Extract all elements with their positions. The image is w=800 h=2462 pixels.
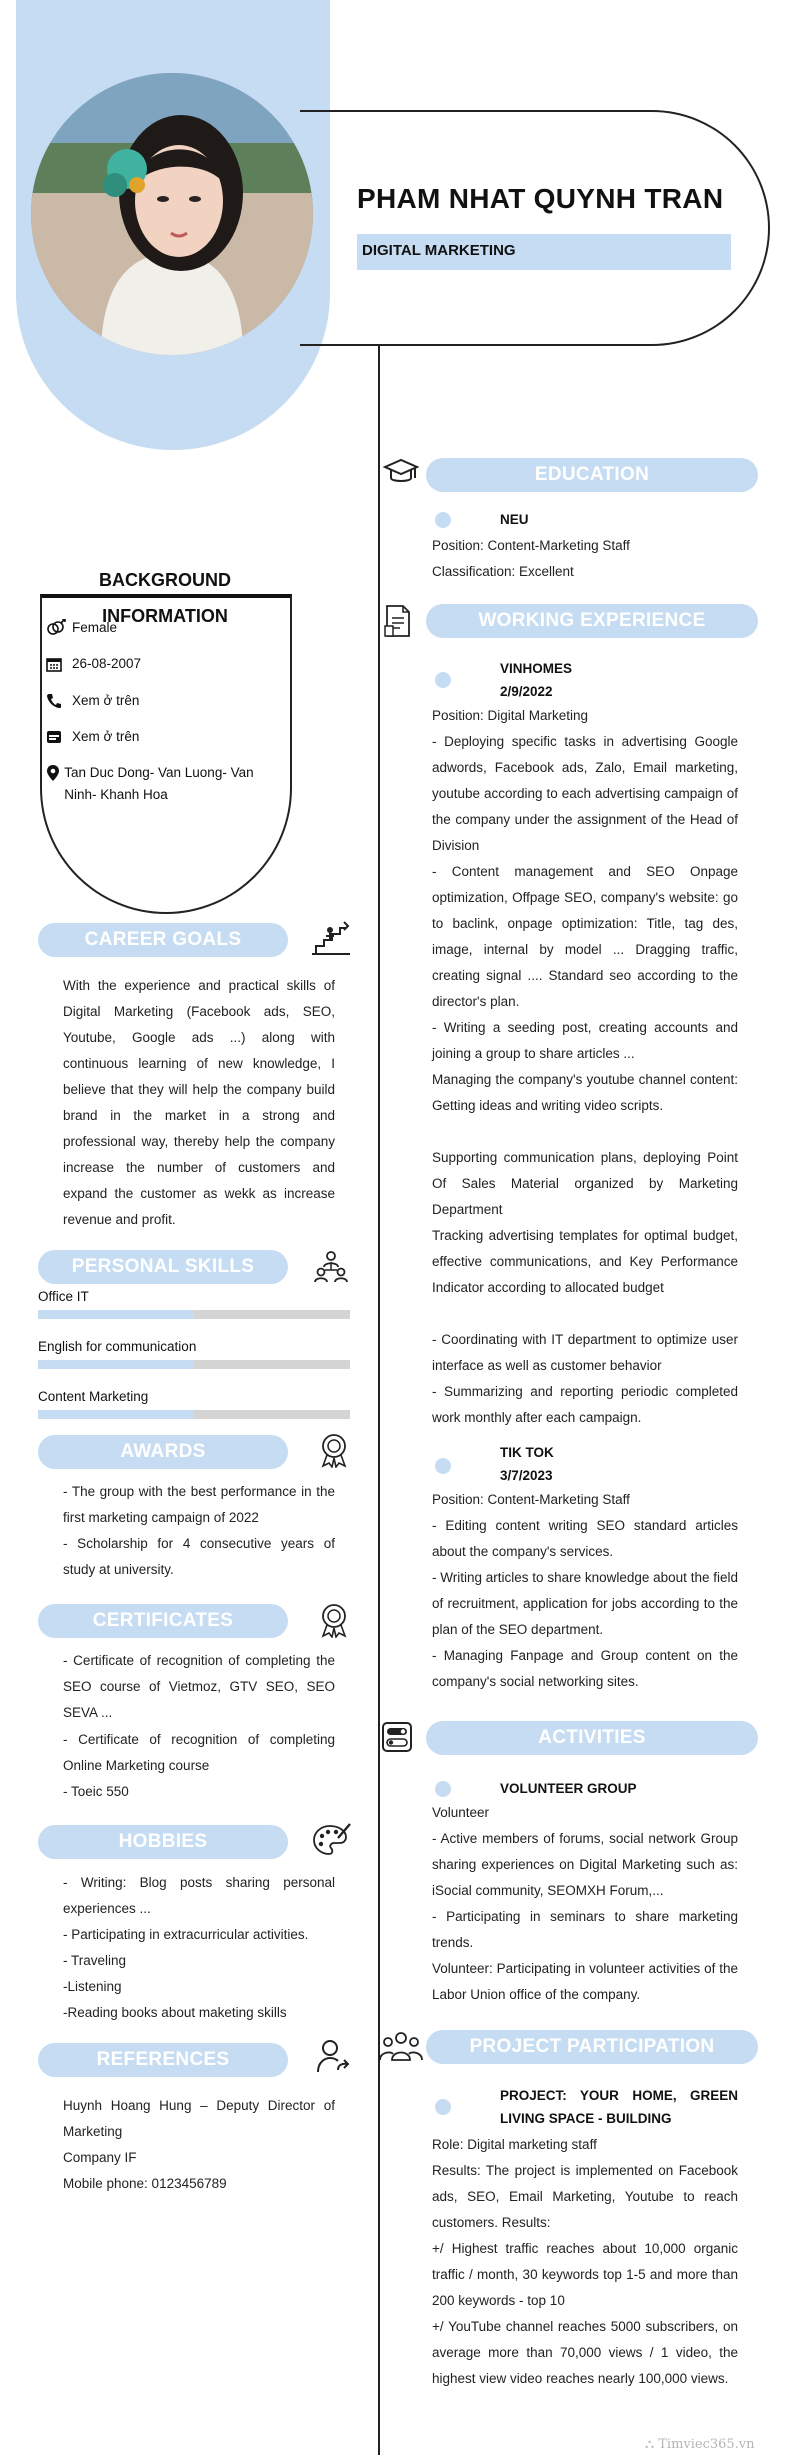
activities-dot [435, 1781, 451, 1797]
project-dot [435, 2099, 451, 2115]
skill-bar-0 [38, 1310, 350, 1319]
certificate-line-1: - Certificate of recognition of completing Online Marketing course [63, 1732, 335, 1773]
skill-bar-1 [38, 1360, 350, 1369]
certificate-line-0: - Certificate of recognition of completing the SEO course of Vietmoz, GTV SEO, SEO SEVA ... [63, 1653, 335, 1720]
email-text: Xem ở trên [72, 729, 140, 744]
references-title: REFERENCES [38, 2043, 288, 2077]
hobby-line-3: -Listening [63, 1979, 122, 1994]
location-pin-icon [46, 763, 60, 783]
certificate-line-2: - Toeic 550 [63, 1784, 129, 1799]
education-classification: Classification: Excellent [432, 564, 574, 579]
activities-title: ACTIVITIES [426, 1721, 758, 1755]
activities-role: Volunteer [432, 1805, 490, 1820]
project-line-1: +/ Highest traffic reaches about 10,000 organic traffic / month, 30 keywords top 1-5 and more than 200 keywords - top 10 [432, 2241, 738, 2308]
graduation-cap-icon [383, 458, 419, 491]
job-1-line-1: - Writing articles to share knowledge about the field of recruitment, application for jobs according to the plan of the SEO department. [432, 1570, 738, 1637]
skill-label-0: Office IT [38, 1289, 89, 1304]
hobby-line-4: -Reading books about maketing skills [63, 2005, 287, 2020]
activities-line-1: - Participating in seminars to share marketing trends. [432, 1909, 738, 1950]
activities-line-2: Volunteer: Participating in volunteer activities of the Labor Union office of the company. [432, 1961, 738, 2002]
job-0-company: VINHOMES [500, 661, 573, 676]
info-address [46, 763, 256, 806]
award-medal-icon [318, 1432, 350, 1473]
job-1-company: TIK TOK [500, 1445, 554, 1460]
job-0-line-2: - Writing a seeding post, creating accounts and joining a group to share articles ... [432, 1020, 738, 1061]
info-email [46, 727, 139, 747]
skill-fill-1 [38, 1360, 194, 1369]
watermark-logo-icon: ⛬ [645, 2437, 659, 2452]
phone-text: Xem ở trên [72, 693, 140, 708]
hobby-line-2: - Traveling [63, 1953, 127, 1968]
gender-text: Female [72, 620, 118, 635]
avatar-photo [31, 73, 313, 355]
header-outline-top-left [300, 110, 330, 112]
job-1-line-2: - Managing Fanpage and Group content on the company's social networking sites. [432, 1648, 738, 1689]
skill-bar-2 [38, 1410, 350, 1419]
avatar [31, 73, 313, 355]
career-ladder-icon [310, 920, 352, 963]
hobbies-title: HOBBIES [38, 1825, 288, 1859]
project-line-0: Results: The project is implemented on Facebook ads, SEO, Email Marketing, Youtube to reach customers. Results: [432, 2163, 738, 2230]
job-0-line-0: - Deploying specific tasks in advertising Google adwords, Facebook ads, Zalo, Email marketing, youtube according to each advertising campaign of the company under the assignment of the Head of Division [432, 734, 738, 853]
header-outline [300, 110, 770, 346]
palette-icon [312, 1822, 352, 1863]
info-birthday [46, 654, 141, 674]
education-position: Position: Content-Marketing Staff [432, 538, 630, 553]
info-gender [46, 618, 117, 638]
award-line-1: - Scholarship for 4 consecutive years of study at university. [63, 1536, 335, 1577]
hobby-line-0: - Writing: Blog posts sharing personal experiences ... [63, 1875, 335, 1916]
job-0-dot [435, 672, 451, 688]
awards-title: AWARDS [38, 1435, 288, 1469]
toggle-activities-icon [381, 1721, 413, 1758]
job-1-position: Position: Content-Marketing Staff [432, 1492, 630, 1507]
skill-label-2: Content Marketing [38, 1389, 149, 1404]
job-0-line-1: - Content management and SEO Onpage optimization, Offpage SEO, company's website: go to baclink, onpage optimization: Title, tag des, image, internal by model ... Dragging traffic, creating signal .... Standard seo according to the director's plan. [432, 864, 738, 1009]
watermark [645, 2437, 755, 2452]
phone-icon [46, 691, 68, 711]
calendar-icon [46, 654, 68, 674]
background-card [40, 594, 292, 914]
reference-line-1: Company IF [63, 2150, 137, 2165]
full-name: PHAM NHAT QUYNH TRAN [357, 183, 724, 214]
info-phone [46, 691, 139, 711]
document-list-icon [383, 604, 413, 643]
group-people-icon [379, 2030, 423, 2069]
user-refer-icon [316, 2038, 352, 2081]
career-goals-title: CAREER GOALS [38, 923, 288, 957]
birthday-text: 26-08-2007 [72, 656, 142, 671]
job-0-line-7: - Summarizing and reporting periodic completed work monthly after each campaign. [432, 1384, 738, 1425]
experience-title: WORKING EXPERIENCE [426, 604, 758, 638]
certificates-title: CERTIFICATES [38, 1604, 288, 1638]
team-skills-icon [313, 1250, 349, 1289]
certificate-medal-icon [318, 1602, 350, 1643]
email-icon [46, 727, 68, 747]
address-text: Tan Duc Dong- Van Luong- Van Ninh- Khanh Hoa [64, 765, 254, 802]
job-0-position: Position: Digital Marketing [432, 708, 589, 723]
gender-icon [46, 618, 68, 638]
education-school: NEU [500, 512, 529, 527]
activities-group: VOLUNTEER GROUP [500, 1781, 637, 1796]
project-line-2: +/ YouTube channel reaches 5000 subscribers, on average more than 70,000 views / 1 video, the highest view video reaches nearly 100,000 views. [432, 2319, 738, 2386]
skill-label-1: English for communication [38, 1339, 197, 1354]
reference-line-2: Mobile phone: 0123456789 [63, 2176, 227, 2191]
skills-title: PERSONAL SKILLS [38, 1250, 288, 1284]
job-0-line-6: - Coordinating with IT department to optimize user interface as well as customer behavior [432, 1332, 738, 1373]
project-name: PROJECT: YOUR HOME, GREEN LIVING SPACE - BUILDING [500, 2088, 738, 2126]
job-title: DIGITAL MARKETING [362, 242, 516, 259]
skill-fill-2 [38, 1410, 194, 1419]
job-0-date: 2/9/2022 [500, 684, 553, 699]
projects-title: PROJECT PARTICIPATION [426, 2030, 758, 2064]
job-0-line-5: Tracking advertising templates for optimal budget, effective communications, and Key Performance Indicator according to allocated budget [432, 1228, 738, 1295]
reference-line-0: Huynh Hoang Hung – Deputy Director of Marketing [63, 2098, 335, 2139]
education-title: EDUCATION [426, 458, 758, 492]
job-1-line-0: - Editing content writing SEO standard articles about the company's services. [432, 1518, 738, 1559]
education-dot [435, 512, 451, 528]
career-goals-text: With the experience and practical skills of Digital Marketing (Facebook ads, SEO, Youtube, Google ads ...) along with continuous learning of new knowledge, I believe that they will help the company build brand in the market in a strong and professional way, thereby help the company increase the number of customers and expand the customer as wekk as increase revenue and profit. [63, 978, 335, 1227]
watermark-text: Timviec365.vn [658, 2437, 755, 2452]
hobby-line-1: - Participating in extracurricular activities. [63, 1927, 309, 1942]
project-role: Role: Digital marketing staff [432, 2137, 597, 2152]
job-1-date: 3/7/2023 [500, 1468, 553, 1483]
skill-fill-0 [38, 1310, 194, 1319]
job-0-line-4: Supporting communication plans, deploying Point Of Sales Material organized by Marketing Department [432, 1150, 738, 1217]
job-0-line-3: Managing the company's youtube channel content: Getting ideas and writing video scripts. [432, 1072, 738, 1113]
activities-line-0: - Active members of forums, social network Group sharing experiences on Digital Marketing such as: iSocial community, SEOMXH Forum,... [432, 1831, 738, 1898]
job-1-dot [435, 1458, 451, 1474]
award-line-0: - The group with the best performance in the first marketing campaign of 2022 [63, 1484, 335, 1525]
background-title: BACKGROUND INFORMATION [99, 570, 231, 626]
timeline-line [378, 345, 380, 2455]
